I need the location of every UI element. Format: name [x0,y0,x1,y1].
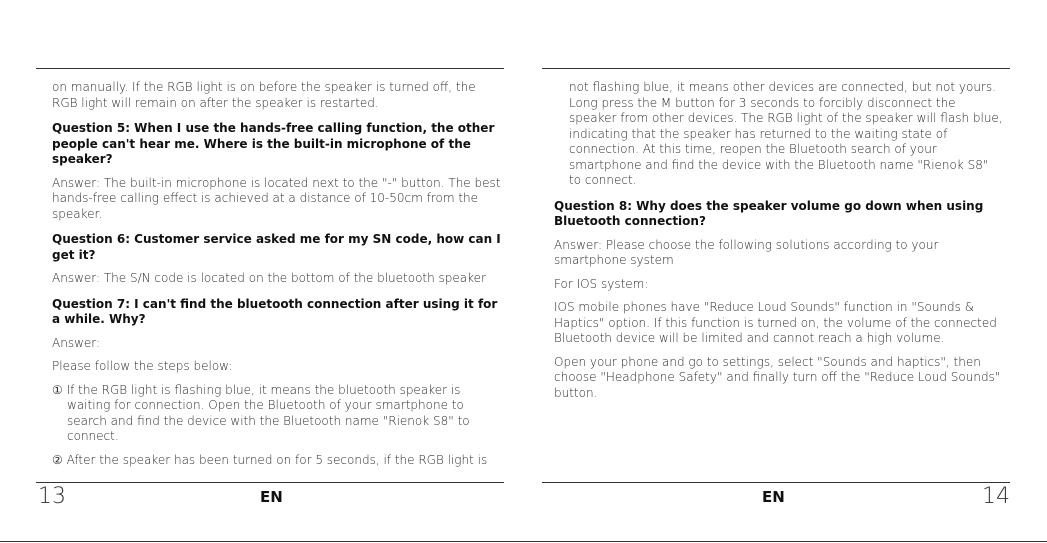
language-label: EN [762,488,785,506]
page-number: 13 [38,484,66,509]
ios-heading: For IOS system: [554,276,649,291]
top-divider [542,68,1010,69]
answer-7-label: Answer: [52,335,101,350]
bottom-divider [36,482,504,483]
answer-6: Answer: The S/N code is located on the bottom of the bluetooth speaker [52,271,486,285]
step-1: ① If the RGB light is flashing blue, it means the bluetooth speaker is waiting for connection. Open the Bluetooth of your smartphone to search and find the device with the Bluetooth name "Rienok S8" to connect. [52,382,470,443]
right-page-content [554,80,1004,409]
paragraph-rgb-light: on manually. If the RGB light is on before the speaker is turned off, the RGB light will remain on after the speaker is restarted. [52,80,476,110]
steps-intro: Please follow the steps below: [52,359,233,373]
step-2-continued: not flashing blue, it means other devices are connected, but not yours. Long press the M button for 3 seconds to forcibly disconnect the speaker from other devices. The RGB light of the speaker will flash blue, indicating that the speaker has returned to the waiting state of connection. At this time, reopen the Bluetooth search of your smartphone and find the device with the Bluetooth name "Rienok S8" to connect. [569,80,1003,187]
answer-8: Answer: Please choose the following solutions according to your smartphone system [554,237,939,267]
question-8: Question 8: Why does the speaker volume go down when using Bluetooth connection? [554,198,984,228]
ios-description: IOS mobile phones have "Reduce Loud Sounds" function in "Sounds & Haptics" option. If this function is turned on, the volume of the connected Bluetooth device will be limited and cannot reach a high volume. [554,300,997,345]
question-7: Question 7: I can't find the bluetooth connection after using it for a while. Why? [52,296,498,326]
bottom-divider [542,482,1010,483]
question-6: Question 6: Customer service asked me for my SN code, how can I get it? [52,232,501,262]
ios-steps: Open your phone and go to settings, select "Sounds and haptics", then choose "Headphone Safety" and finally turn off the "Reduce Loud Sounds" button. [554,354,1001,400]
language-label: EN [260,488,283,506]
step-2-start: ② After the speaker has been turned on for 5 seconds, if the RGB light is [52,452,488,467]
answer-5: Answer: The built-in microphone is located next to the "-" button. The best hands-free calling effect is achieved at a distance of 10-50cm from the speaker. [52,175,501,221]
right-page [542,0,1012,543]
page-bottom-edge [0,541,1047,542]
left-page-content [52,80,502,476]
left-page [36,0,506,543]
page-number: 14 [982,484,1010,509]
top-divider [36,68,504,69]
question-5: Question 5: When I use the hands-free calling function, the other people can't hear me. Where is the built-in microphone of the speaker? [52,121,495,166]
